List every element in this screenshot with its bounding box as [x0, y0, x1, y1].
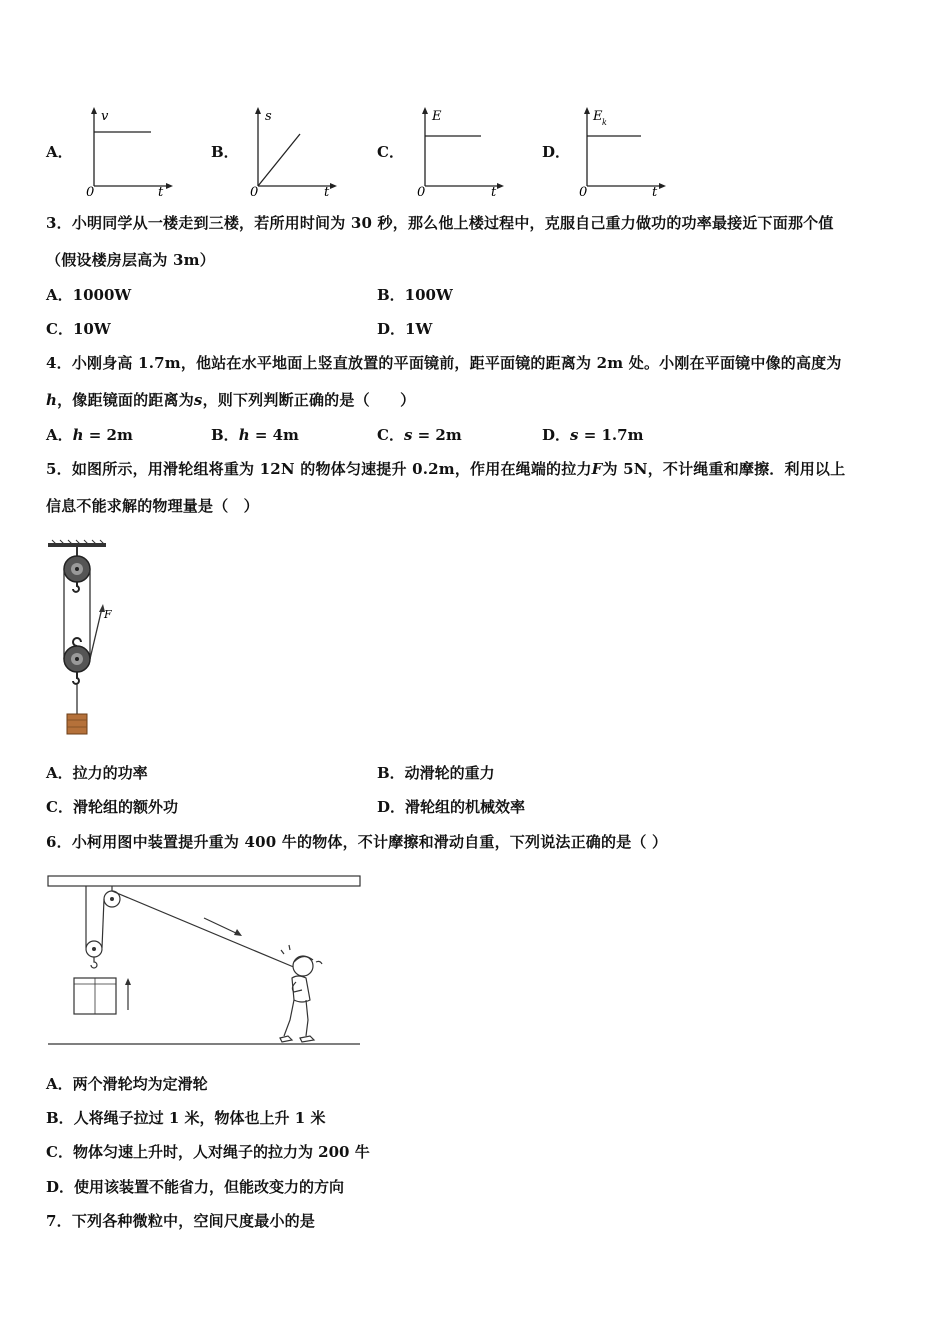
graph-c-xlabel: t: [491, 185, 497, 198]
q3-option-c[interactable]: C．10W: [46, 320, 111, 338]
graph-c-y-arrow: [422, 107, 428, 114]
ceiling-bar: [48, 543, 106, 547]
q4-option-b-prefix: B．: [211, 426, 239, 444]
graph-d-ylabel-sub: k: [602, 118, 607, 127]
graph-a-x-arrow: [166, 183, 173, 189]
person-figure: [280, 945, 322, 1042]
q3-stem-line2: （假设楼房层高为 3m）: [46, 251, 215, 269]
ceiling-beam: [48, 876, 360, 886]
graph-d-x-arrow: [659, 183, 666, 189]
graph-b-origin: 0: [250, 185, 259, 198]
person-left-leg: [284, 1000, 294, 1036]
person-right-leg: [306, 1000, 308, 1036]
graph-option-c-label[interactable]: C．: [377, 143, 404, 161]
q4-option-c-var: s: [403, 426, 413, 444]
q5-option-d[interactable]: D．滑轮组的机械效率: [377, 798, 526, 816]
graph-c-x-arrow: [497, 183, 504, 189]
q5-option-c[interactable]: C．滑轮组的额外功: [46, 798, 178, 816]
q4-option-d-var: s: [570, 426, 579, 444]
q3-option-a[interactable]: A．1000W: [46, 286, 132, 304]
q4-option-c-value: = 2m: [412, 426, 462, 444]
graph-a-origin: 0: [86, 185, 95, 198]
q4-stem-line2: [46, 389, 415, 410]
q4-var-s: s: [193, 391, 203, 409]
graph-d-origin: 0: [579, 185, 588, 198]
q5-stem-line1: [46, 458, 845, 479]
q4-option-b-var: h: [238, 426, 250, 444]
person-left-shoe: [280, 1036, 292, 1042]
q3-stem-line1: 3．小明同学从一楼走到三楼，若所用时间为 30 秒，那么他上楼过程中，克服自己重力做功的功率最接近下面那个值: [46, 214, 834, 232]
graph-a: [80, 104, 175, 198]
graph-b-y-arrow: [255, 107, 261, 114]
q4-option-a-prefix: A．: [46, 426, 73, 444]
rope-free-end: [90, 608, 102, 659]
q4-stem-line2-text2: ，则下列判断正确的是（ ）: [202, 391, 416, 409]
rope-to-person: [112, 891, 296, 968]
q6-option-d[interactable]: D．使用该装置不能省力，但能改变力的方向: [46, 1178, 345, 1196]
graph-a-y-arrow: [91, 107, 97, 114]
graph-b: [244, 104, 339, 198]
q3-option-d[interactable]: D．1W: [377, 320, 433, 338]
movable-pulley-hook: [91, 957, 97, 968]
movable-pulley-hook: [73, 672, 79, 684]
force-label: F: [104, 608, 112, 621]
q4-stem-line1: 4．小刚身高 1.7m，他站在水平地面上竖直放置的平面镜前，距平面镜的距离为 2m 处。小刚在平面镜中像的高度为: [46, 354, 842, 372]
movable-pulley-top-hook: [73, 638, 81, 646]
q4-option-c-prefix: C．: [377, 426, 404, 444]
q5-var-f: F: [591, 460, 603, 478]
q5-stem-line2: 信息不能求解的物理量是（ ）: [46, 497, 259, 515]
person-body: [292, 976, 310, 1002]
graph-b-xlabel: t: [324, 185, 330, 198]
graph-d-xlabel: t: [652, 185, 658, 198]
graph-d-ylabel: E: [593, 109, 603, 124]
graph-d: [573, 104, 668, 198]
load-block: [67, 714, 87, 734]
graph-option-d-label[interactable]: D．: [542, 143, 571, 161]
q4-option-c[interactable]: [377, 424, 462, 445]
q5-stem-text2: 为 5N，不计绳重和摩擦．利用以上: [602, 460, 846, 478]
graph-a-xlabel: t: [158, 185, 164, 198]
graph-d-y-arrow: [584, 107, 590, 114]
q6-stem-line1: 6．小柯用图中装置提升重为 400 牛的物体，不计摩擦和滑动自重，下列说法正确的是（ ）: [46, 833, 668, 851]
q4-option-d-value: = 1.7m: [578, 426, 644, 444]
q4-var-h: h: [46, 391, 58, 409]
q4-option-d[interactable]: [542, 424, 643, 445]
q5-option-a[interactable]: A．拉力的功率: [46, 764, 148, 782]
q4-option-b[interactable]: [211, 424, 299, 445]
graph-b-x-arrow: [330, 183, 337, 189]
graph-c-ylabel: E: [432, 109, 442, 124]
q4-option-a-var: h: [72, 426, 84, 444]
pulley-system-figure: [40, 538, 140, 743]
graph-a-ylabel: v: [101, 109, 109, 124]
graph-option-b-label[interactable]: B．: [211, 143, 239, 161]
q6-option-a[interactable]: A．两个滑轮均为定滑轮: [46, 1075, 208, 1093]
person-pulley-figure: [44, 870, 364, 1050]
q4-option-b-value: = 4m: [249, 426, 299, 444]
fixed-pulley-hook: [73, 582, 79, 592]
graph-c-origin: 0: [417, 185, 426, 198]
graph-b-ylabel: s: [265, 109, 272, 124]
q6-option-c[interactable]: C．物体匀速上升时，人对绳子的拉力为 200 牛: [46, 1143, 370, 1161]
q4-option-a[interactable]: [46, 424, 133, 445]
q7-stem-line1: 7．下列各种微粒中，空间尺度最小的是: [46, 1212, 316, 1230]
q4-option-a-value: = 2m: [83, 426, 133, 444]
rope-middle: [102, 899, 104, 948]
q3-option-b[interactable]: B．100W: [377, 286, 453, 304]
q4-stem-line2-text1: ，像距镜面的距离为: [57, 391, 194, 409]
q4-option-d-prefix: D．: [542, 426, 571, 444]
graph-option-a-label[interactable]: A．: [46, 143, 73, 161]
person-right-shoe: [300, 1036, 314, 1042]
graph-c: [411, 104, 506, 198]
q6-option-b[interactable]: B．人将绳子拉过 1 米，物体也上升 1 米: [46, 1109, 326, 1127]
q5-stem-text1: 5．如图所示，用滑轮组将重为 12N 的物体匀速提升 0.2m，作用在绳端的拉力: [46, 460, 592, 478]
person-head: [293, 956, 313, 976]
q5-option-b[interactable]: B．动滑轮的重力: [377, 764, 495, 782]
graph-b-curve: [258, 134, 300, 186]
